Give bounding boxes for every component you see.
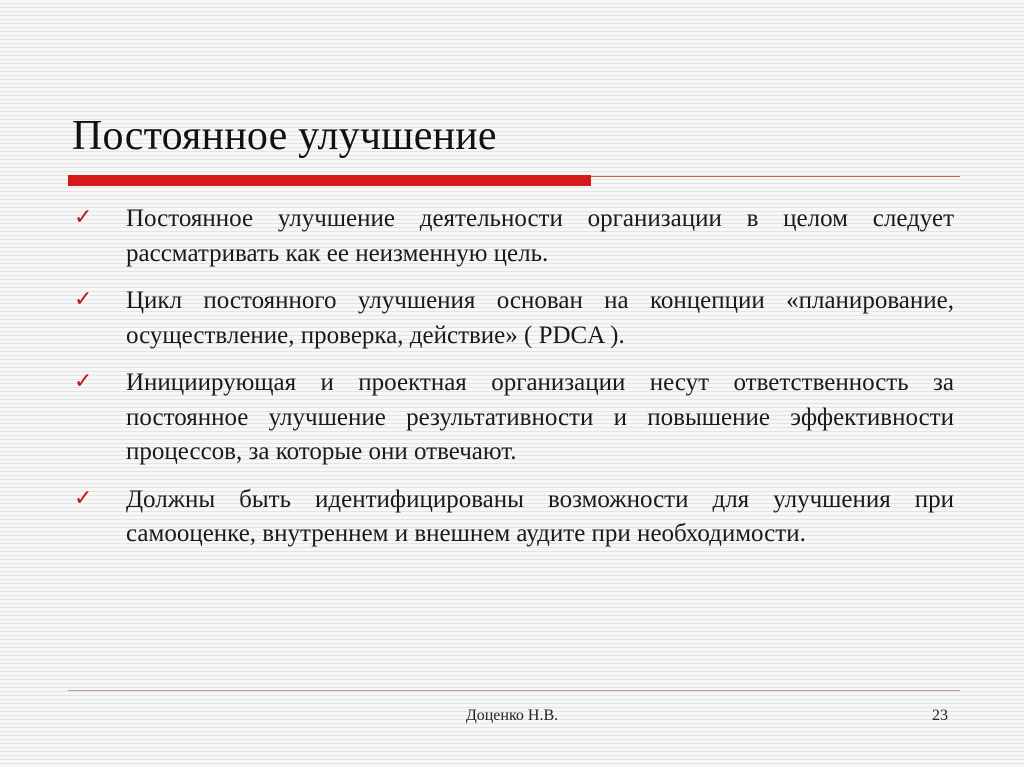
bullet-text: Постоянное улучшение деятельности организации в целом следует рассматривать как ее неизменную цель.: [126, 205, 954, 267]
footer-author: Доценко Н.В.: [465, 707, 559, 724]
bullet-text: Должны быть идентифицированы возможности для улучшения при самооценке, внутреннем и внешнем аудите при необходимости.: [126, 485, 954, 547]
checkmark-icon: ✓: [74, 484, 93, 510]
checkmark-icon: ✓: [74, 286, 93, 311]
bullet-text: Инициирующая и проектная организации несут ответственность за постоянное улучшение результативности и повышение эффективности процессов, за которые они отвечают.: [126, 369, 954, 465]
bullet-item: [74, 202, 954, 271]
bullet-text: Цикл постоянного улучшения основан на концепции «планирование, осуществление, проверка, действие» ( PDCA ).: [126, 287, 954, 349]
title-underline-accent: [68, 175, 591, 186]
checkmark-icon: ✓: [74, 368, 93, 393]
bullet-item: [74, 366, 954, 470]
slide-title: Постоянное улучшение: [72, 113, 497, 159]
footer-divider: [68, 690, 960, 691]
bullet-list: [74, 202, 954, 565]
bullet-item: [74, 483, 954, 552]
bullet-item: [74, 284, 954, 353]
checkmark-icon: ✓: [74, 204, 93, 229]
page-number: 23: [932, 707, 948, 724]
